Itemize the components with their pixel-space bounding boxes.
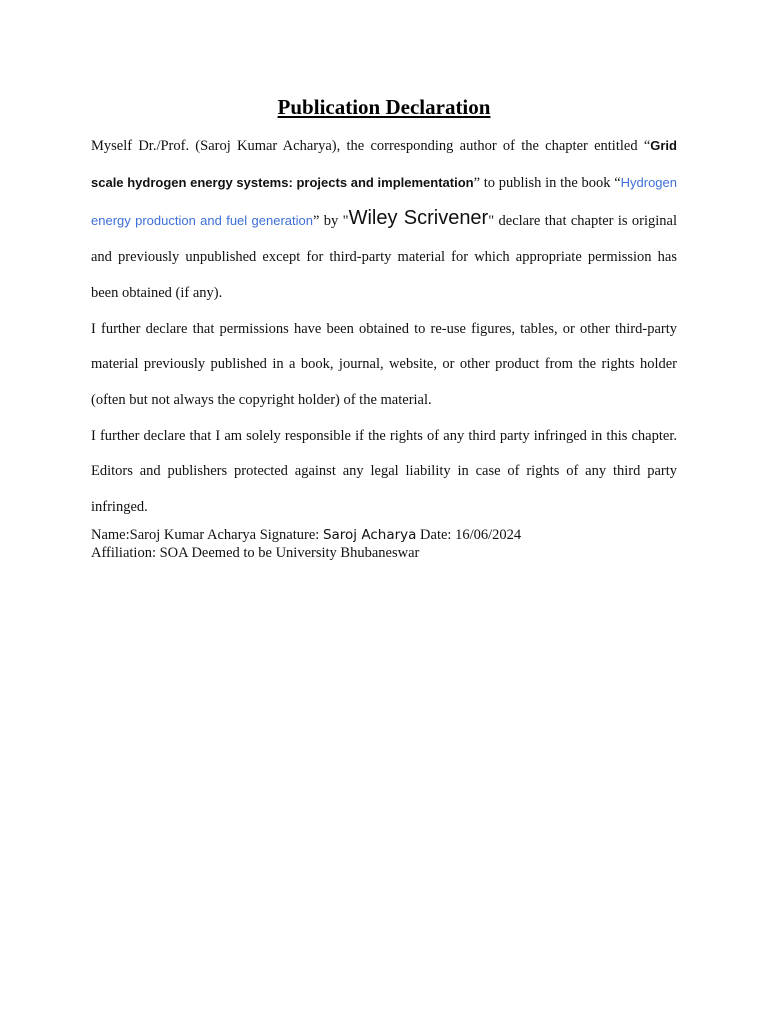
author-name: Saroj Kumar Acharya bbox=[129, 526, 257, 543]
name-label: Name: bbox=[91, 526, 130, 543]
signature: Saroj Acharya bbox=[322, 526, 417, 543]
affiliation-value: SOA Deemed to be University Bhubaneswar bbox=[159, 544, 420, 561]
chapter-title: Grid scale hydrogen energy systems: projects and implementation bbox=[91, 138, 677, 190]
book-title: Hydrogen energy production and fuel generation bbox=[91, 174, 677, 229]
declaration-paragraph-1 bbox=[91, 128, 677, 312]
date-value: 16/06/2024 bbox=[455, 526, 522, 543]
document-body bbox=[91, 92, 677, 562]
affiliation-line bbox=[91, 544, 677, 562]
para1-ending: " declare that chapter is original and previously unpublished except for third-party material for which appropriate permission has been obtained (if any). bbox=[91, 213, 678, 301]
name-signature-date-line bbox=[91, 526, 677, 544]
affiliation-label: Affiliation: bbox=[91, 544, 160, 561]
declaration-paragraph-2: I further declare that permissions have been obtained to re-use figures, tables, or other third-party material previously published in a book, journal, website, or other product from the rights holder (often but not always the copyright holder) of the material. bbox=[91, 320, 677, 408]
signature-block bbox=[91, 526, 677, 562]
publisher-name: Wiley Scrivener bbox=[348, 207, 489, 230]
page-title: Publication Declaration bbox=[277, 95, 491, 119]
para1-mid2: ” by " bbox=[312, 213, 349, 230]
date-label: Date: bbox=[416, 526, 456, 543]
para1-intro: Myself Dr./Prof. (Saroj Kumar Acharya), the corresponding author of the chapter entitled “ bbox=[91, 138, 651, 154]
signature-label: Signature: bbox=[256, 526, 323, 543]
para1-mid1: ” to publish in the book “ bbox=[473, 174, 621, 191]
declaration-paragraph-3: I further declare that I am solely responsible if the rights of any third party infringed in this chapter. Editors and publishers protected against any legal liability in case of rights of any third party infringed. bbox=[91, 427, 677, 516]
